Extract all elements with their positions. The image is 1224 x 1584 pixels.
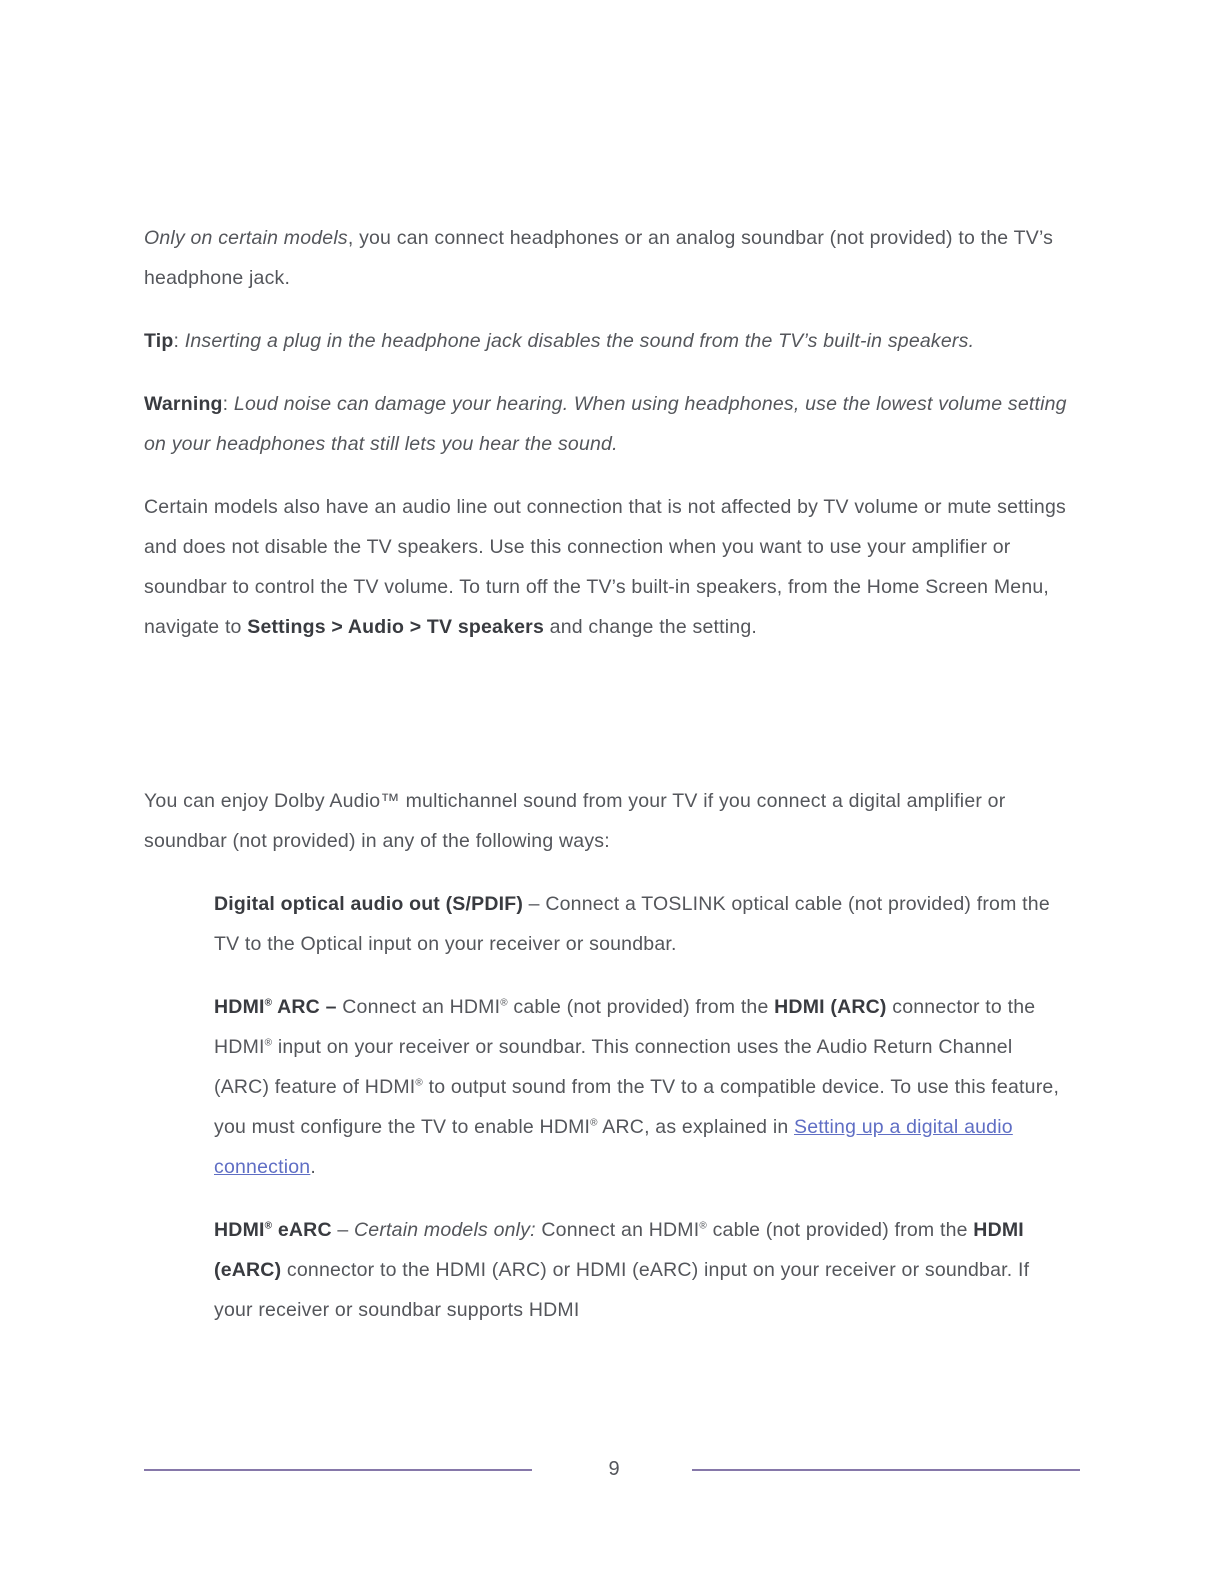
text-segment: Connect an HDMI: [535, 1219, 700, 1241]
footer-rule-right: [692, 1469, 1080, 1471]
text-segment: connector to the HDMI: [214, 996, 1036, 1058]
text-segment: to output sound from the TV to a compatible device. To use this feature, you must configure the TV to enable HDMI: [214, 1076, 1060, 1138]
text-segment: :: [173, 330, 185, 352]
text-segment: Inserting a plug in the headphone jack disables the sound from the TV’s built-in speakers.: [184, 330, 975, 352]
footer-rule-left: [144, 1469, 532, 1471]
text-segment: cable (not provided) from the: [507, 996, 775, 1018]
text-segment: HDMI: [214, 1219, 265, 1241]
text-segment: ®: [590, 1117, 598, 1129]
text-segment: Certain models only:: [354, 1219, 536, 1241]
paragraph-tip: [144, 321, 1080, 361]
text-segment: , you can connect headphones or an analog soundbar (not provided) to the TV’s headphone jack.: [144, 227, 1054, 289]
text-segment: cable (not provided) from the: [706, 1219, 974, 1241]
text-segment: Loud noise can damage your hearing. When using headphones, use the lowest volume setting on your headphones that still lets you hear the sound.: [144, 393, 1067, 455]
text-segment: Tip: [144, 330, 174, 352]
text-segment: input on your receiver or soundbar. This connection uses the Audio Return Channel (ARC) feature of HDMI: [214, 1036, 1013, 1098]
text-segment: Certain models also have an audio line out connection that is not affected by TV volume or mute settings and does not disable the TV speakers. Use this connection when you want to use your amplifier or soundbar to control the TV volume. To turn off the TV’s built-in speakers, from the Home Screen Menu, navigate to: [144, 496, 1066, 638]
text-segment: Settings > Audio > TV speakers: [247, 616, 545, 638]
text-segment: You can enjoy Dolby Audio™ multichannel sound from your TV if you connect a digital amplifier or soundbar (not provided) in any of the following ways:: [144, 790, 1006, 852]
text-segment: :: [222, 393, 234, 415]
text-segment: Connect an HDMI: [342, 996, 501, 1018]
paragraph-hdmi-arc: [144, 987, 1080, 1187]
paragraph-headphones: [144, 218, 1080, 298]
text-segment: HDMI: [214, 996, 265, 1018]
text-segment: Only on certain models: [144, 227, 348, 249]
text-segment: ®: [264, 1037, 273, 1049]
text-segment: ®: [500, 997, 508, 1009]
page-footer: [144, 1458, 1080, 1481]
text-segment: eARC: [272, 1219, 332, 1241]
text-segment: ®: [264, 997, 273, 1009]
paragraph-audio-line-out: [144, 487, 1080, 647]
paragraph-spdif: [144, 884, 1080, 964]
text-segment: Digital optical audio out (S/PDIF): [214, 893, 524, 915]
paragraph-warning: [144, 384, 1080, 464]
text-segment: ®: [264, 1220, 273, 1232]
text-segment: .: [310, 1156, 316, 1178]
text-segment: connector to the HDMI (ARC) or HDMI (eARC) input on your receiver or soundbar. If your receiver or soundbar supports HDMI: [214, 1259, 1030, 1321]
page-content: [144, 218, 1080, 1353]
text-segment: ARC –: [272, 996, 343, 1018]
paragraph-dolby-intro: [144, 781, 1080, 861]
text-segment: Warning: [144, 393, 223, 415]
link-setting-up-digital-audio-connection[interactable]: Setting up a digital audio connection: [214, 1116, 1013, 1178]
text-segment: and change the setting.: [544, 616, 757, 638]
paragraph-hdmi-earc: [144, 1210, 1080, 1330]
text-segment: HDMI (ARC): [774, 996, 887, 1018]
text-segment: – Connect a TOSLINK optical cable (not provided) from the TV to the Optical input on your receiver or soundbar.: [214, 893, 1050, 955]
text-segment: ®: [415, 1077, 423, 1089]
text-segment: –: [331, 1219, 355, 1241]
text-segment: HDMI (eARC): [214, 1219, 1024, 1281]
text-segment: ARC, as explained in: [597, 1116, 795, 1138]
page-number: 9: [608, 1458, 620, 1480]
text-segment: ®: [699, 1220, 707, 1232]
